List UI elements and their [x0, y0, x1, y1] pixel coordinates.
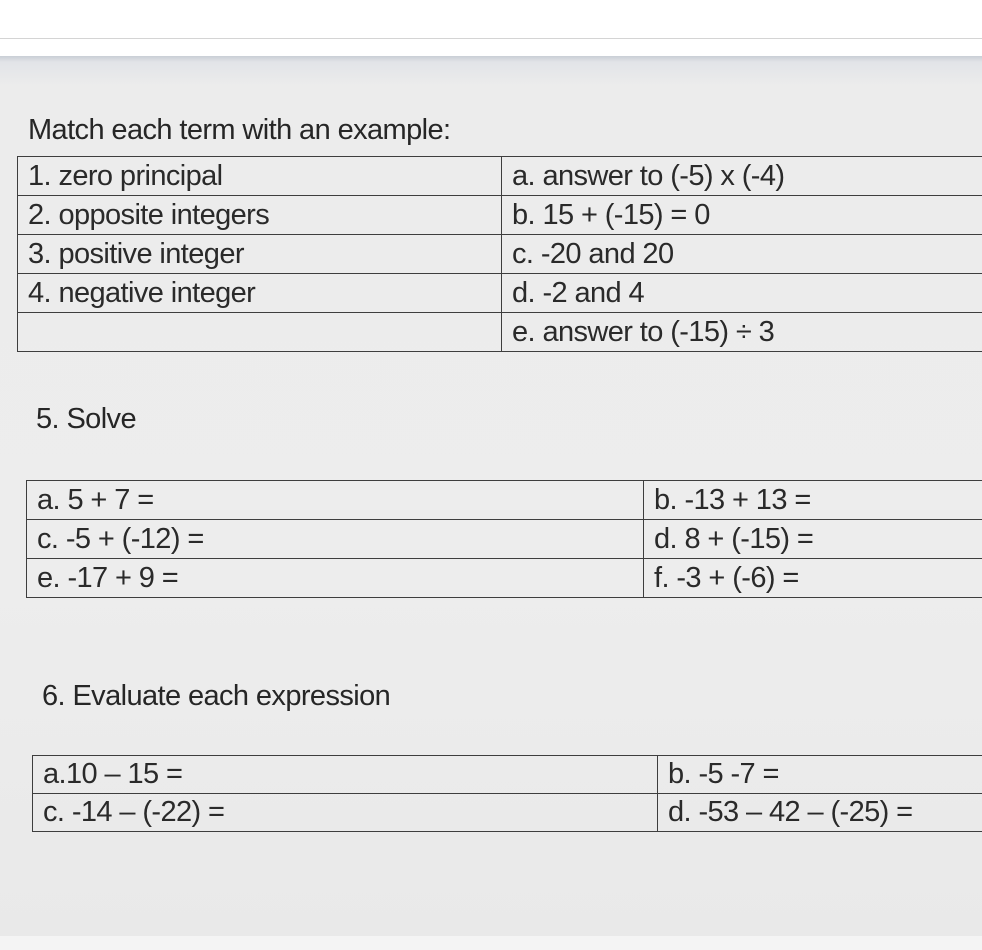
table-row	[27, 481, 982, 520]
expression-cell: b. -5 -7 =	[658, 756, 982, 794]
term-cell: 3. positive integer	[18, 235, 502, 274]
table-row	[18, 313, 982, 352]
top-divider	[0, 38, 982, 39]
example-cell: b. 15 + (-15) = 0	[502, 196, 982, 235]
table-row	[18, 157, 982, 196]
expression-cell: a.10 – 15 =	[33, 756, 658, 794]
problem-cell: f. -3 + (-6) =	[644, 559, 982, 598]
table-row	[33, 794, 982, 832]
term-cell: 2. opposite integers	[18, 196, 502, 235]
table-row	[27, 559, 982, 598]
problem-cell: c. -5 + (-12) =	[27, 520, 644, 559]
table-row	[33, 756, 982, 794]
matching-title: Match each term with an example:	[28, 114, 451, 146]
solve-title: 5. Solve	[36, 403, 136, 435]
problem-cell: a. 5 + 7 =	[27, 481, 644, 520]
table-row	[27, 520, 982, 559]
table-row	[18, 196, 982, 235]
example-cell: e. answer to (-15) ÷ 3	[502, 313, 982, 352]
example-cell: a. answer to (-5) x (-4)	[502, 157, 982, 196]
example-cell: c. -20 and 20	[502, 235, 982, 274]
matching-table	[17, 156, 982, 352]
problem-cell: d. 8 + (-15) =	[644, 520, 982, 559]
table-row	[18, 274, 982, 313]
problem-cell: e. -17 + 9 =	[27, 559, 644, 598]
table-row	[18, 235, 982, 274]
term-cell	[18, 313, 502, 352]
evaluate-table	[32, 755, 982, 832]
example-cell: d. -2 and 4	[502, 274, 982, 313]
expression-cell: d. -53 – 42 – (-25) =	[658, 794, 982, 832]
solve-table	[26, 480, 982, 598]
bottom-margin	[0, 936, 982, 950]
problem-cell: b. -13 + 13 =	[644, 481, 982, 520]
term-cell: 4. negative integer	[18, 274, 502, 313]
term-cell: 1. zero principal	[18, 157, 502, 196]
expression-cell: c. -14 – (-22) =	[33, 794, 658, 832]
evaluate-title: 6. Evaluate each expression	[42, 680, 391, 712]
